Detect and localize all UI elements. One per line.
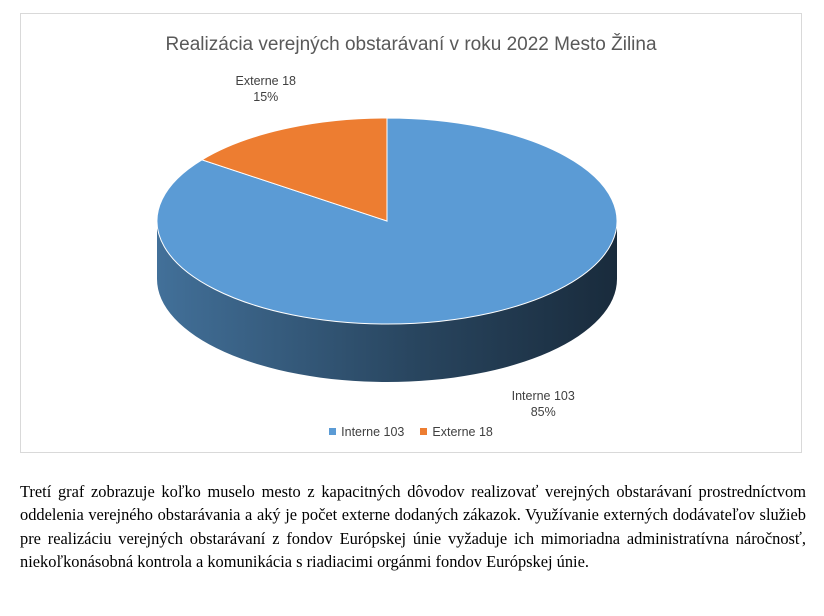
- pie-chart: [21, 14, 803, 454]
- legend-entry-0: [329, 425, 404, 439]
- chart-legend: [21, 424, 801, 439]
- pie-label-0: [512, 389, 575, 419]
- body-paragraph: Tretí graf zobrazuje koľko muselo mesto z kapacitných dôvodov realizovať verejných obstarávaní prostredníctvom oddelenia verejného obstarávania a aký je počet externe dodaných zákazok. Využívanie externých dodávateľov služieb pre realizáciu verejných obstarávaní z fondov Európskej únie vyžaduje ich mimoriadna administratívna náročnosť, niekoľkonásobná kontrola a komunikácia s riadiacimi orgánmi fondov Európskej únie.: [20, 482, 806, 571]
- legend-swatch-1: [420, 428, 427, 435]
- legend-entry-1: [420, 425, 492, 439]
- svg-text:85%: 85%: [530, 405, 556, 420]
- svg-text:Interne 103: Interne 103: [511, 389, 575, 404]
- pie-label-1: [236, 74, 297, 104]
- svg-text:Externe 18: Externe 18: [235, 73, 297, 88]
- legend-swatch-0: [329, 428, 336, 435]
- legend-label-1: Externe 18: [432, 424, 493, 439]
- chart-frame: [20, 13, 802, 453]
- chart-title: Realizácia verejných obstarávaní v roku 2022 Mesto Žilina: [165, 34, 657, 55]
- svg-text:15%: 15%: [253, 89, 279, 104]
- legend-label-0: Interne 103: [341, 424, 405, 439]
